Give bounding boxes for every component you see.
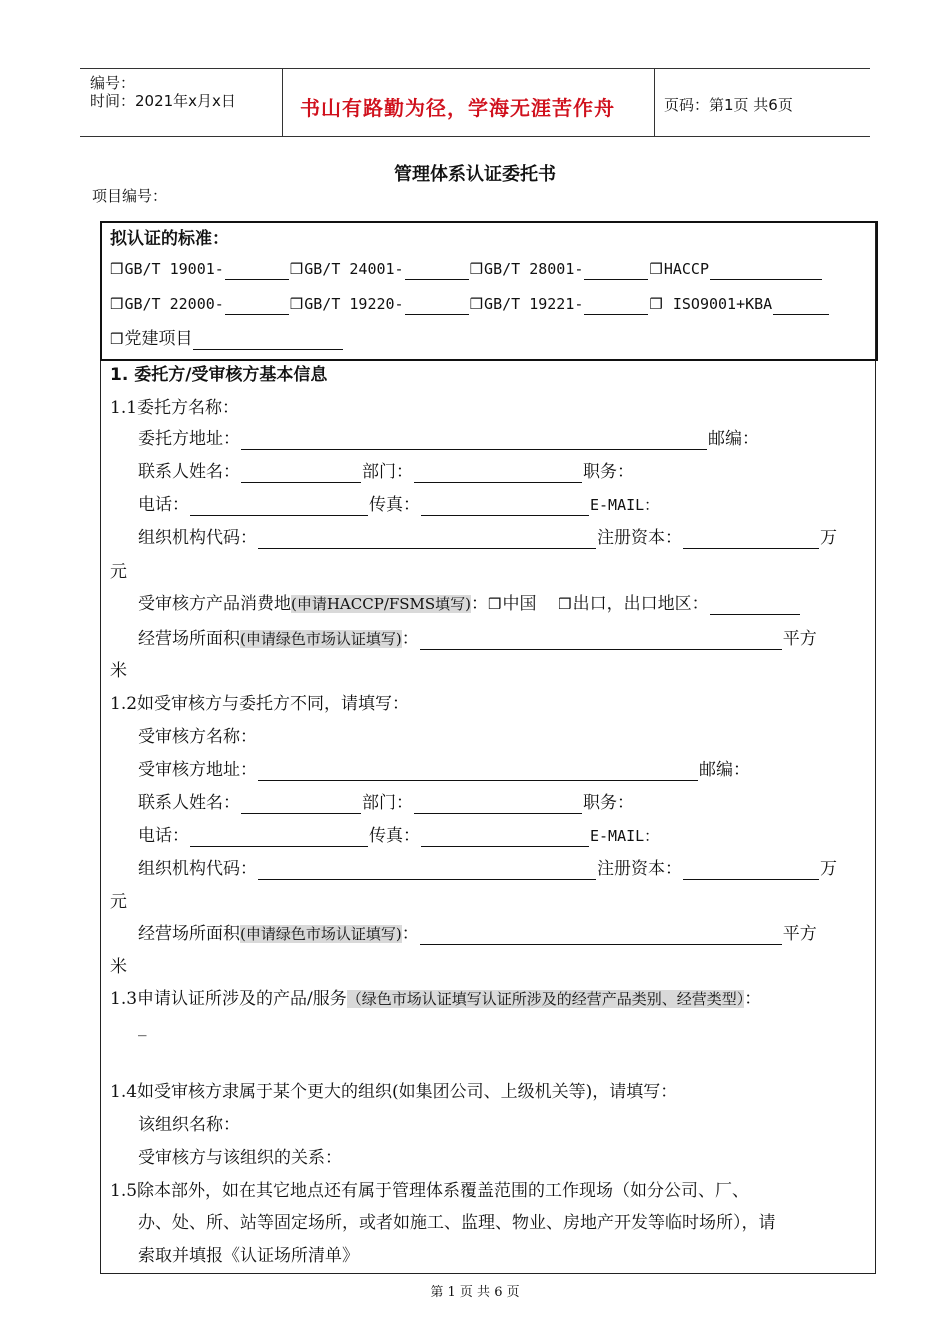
client-address-field[interactable] — [241, 431, 707, 450]
header-divider-left — [282, 68, 283, 136]
client-fax-field[interactable] — [421, 497, 589, 516]
checkbox-gbt19220[interactable] — [290, 294, 470, 314]
standard-haccp-blank[interactable] — [710, 261, 822, 280]
parent-org-name-label: 该组织名称： — [138, 1115, 240, 1135]
project-no-label: 项目编号： — [92, 187, 168, 205]
auditee-phone-field[interactable] — [190, 828, 368, 847]
auditee-name-label: 受审核方名称： — [138, 727, 257, 747]
standard-gbt28001-label: GB/T 28001- — [484, 260, 584, 278]
checkbox-icon: ❒ — [289, 295, 304, 313]
standards-row-1 — [110, 258, 823, 280]
client-phone-row — [138, 494, 659, 516]
export-region-field[interactable] — [710, 596, 800, 615]
standard-party-building-blank[interactable] — [193, 331, 343, 350]
section1-5-line3: 索取并填报《认证场所清单》 — [138, 1246, 359, 1266]
standard-party-building-label: 党建项目 — [124, 329, 193, 349]
checkbox-party-building[interactable] — [110, 329, 344, 349]
checkbox-icon: ❒ — [289, 260, 304, 278]
standards-row-2 — [110, 293, 830, 315]
checkbox-gbt19221[interactable] — [470, 294, 650, 314]
client-dept-label: 部门： — [362, 462, 413, 482]
checkbox-icon: ❒ — [649, 295, 663, 313]
standards-row-3 — [110, 328, 344, 350]
checkbox-icon: ❒ — [110, 295, 124, 313]
standard-gbt19221-label: GB/T 19221- — [484, 295, 584, 313]
checkbox-export[interactable] — [558, 594, 708, 614]
auditee-fax-field[interactable] — [421, 828, 589, 847]
auditee-area-unit-mi: 米 — [110, 957, 127, 977]
auditee-area-note: (申请绿色市场认证填写) — [240, 925, 402, 943]
auditee-contact-field[interactable] — [241, 795, 361, 814]
standards-heading: 拟认证的标准： — [110, 229, 229, 249]
standard-gbt19001-label: GB/T 19001- — [124, 260, 224, 278]
auditee-dept-label: 部门： — [362, 793, 413, 813]
section1-3-heading: 1.3申请认证所涉及的产品/服务 — [110, 989, 347, 1009]
checkbox-gbt22000[interactable] — [110, 294, 290, 314]
consume-place-row — [138, 593, 801, 615]
client-area-unit-mi: 米 — [110, 661, 127, 681]
header-page-info: 页码：第1页 共6页 — [664, 96, 793, 114]
client-phone-field[interactable] — [190, 497, 368, 516]
auditee-capital-unit-wan: 万 — [820, 859, 837, 879]
checkbox-gbt28001[interactable] — [470, 259, 650, 279]
standard-gbt19220-blank[interactable] — [405, 296, 469, 315]
client-postcode-label: 邮编： — [708, 429, 759, 449]
client-area-field[interactable] — [420, 631, 782, 650]
client-fax-label: 传真： — [369, 495, 420, 515]
section1-4-heading: 1.4如受审核方隶属于某个更大的组织(如集团公司、上级机关等)，请填写： — [110, 1082, 678, 1102]
checkbox-icon: ❒ — [558, 595, 572, 613]
header-divider-right — [654, 68, 655, 136]
auditee-address-field[interactable] — [258, 762, 698, 781]
auditee-postcode-label: 邮编： — [699, 760, 750, 780]
auditee-orgcode-label: 组织机构代码： — [138, 859, 257, 879]
client-email-label: E-MAIL： — [590, 496, 660, 514]
section1-3-colon: ： — [744, 989, 762, 1009]
client-area-label: 经营场所面积 — [138, 629, 240, 649]
client-capital-unit-yuan: 元 — [110, 562, 127, 582]
section1-5-line1: 1.5除本部外，如在其它地点还有属于管理体系覆盖范围的工作现场（如分公司、厂、 — [110, 1181, 750, 1201]
auditee-area-field[interactable] — [420, 926, 782, 945]
section1-3-value[interactable]: _ — [138, 1017, 147, 1037]
checkbox-icon: ❒ — [110, 330, 124, 348]
auditee-email-label: E-MAIL： — [590, 827, 660, 845]
checkbox-gbt19001[interactable] — [110, 259, 290, 279]
client-contact-label: 联系人姓名： — [138, 462, 240, 482]
auditee-phone-label: 电话： — [138, 826, 189, 846]
parent-org-relation-label: 受审核方与该组织的关系： — [138, 1148, 342, 1168]
header-top-rule — [80, 68, 870, 69]
consume-place-note: (申请HACCP/FSMS填写) — [291, 595, 472, 613]
checkbox-icon: ❒ — [110, 260, 124, 278]
auditee-address-row — [138, 759, 750, 781]
auditee-address-label: 受审核方地址： — [138, 760, 257, 780]
client-orgcode-label: 组织机构代码： — [138, 528, 257, 548]
client-contact-field[interactable] — [241, 464, 361, 483]
auditee-orgcode-row — [138, 858, 837, 880]
header-date: 时间：2021年x月x日 — [90, 92, 236, 110]
standard-gbt19221-blank[interactable] — [584, 296, 648, 315]
header-bottom-rule — [80, 136, 870, 137]
client-phone-label: 电话： — [138, 495, 189, 515]
auditee-contact-label: 联系人姓名： — [138, 793, 240, 813]
standard-haccp-label: HACCP — [663, 260, 709, 278]
client-dept-field[interactable] — [414, 464, 582, 483]
auditee-dept-field[interactable] — [414, 795, 582, 814]
consume-place-label: 受审核方产品消费地 — [138, 594, 291, 614]
client-orgcode-field[interactable] — [258, 530, 596, 549]
section1-3-row — [110, 988, 761, 1010]
checkbox-haccp[interactable] — [649, 259, 823, 279]
auditee-fax-label: 传真： — [369, 826, 420, 846]
auditee-area-label: 经营场所面积 — [138, 924, 240, 944]
client-area-unit: 平方 — [782, 629, 817, 649]
client-area-row — [138, 628, 817, 650]
checkbox-gbt24001[interactable] — [290, 259, 470, 279]
auditee-contact-row — [138, 792, 634, 814]
standard-iso9001-kba-label: ISO9001+KBA — [663, 295, 773, 313]
checkbox-icon: ❒ — [469, 260, 484, 278]
client-capital-unit-wan: 万 — [820, 528, 837, 548]
client-name-label: 1.1委托方名称： — [110, 398, 240, 418]
standard-gbt28001-blank[interactable] — [584, 261, 648, 280]
auditee-phone-row — [138, 825, 659, 847]
standard-gbt24001-blank[interactable] — [405, 261, 469, 280]
client-area-colon: ： — [401, 629, 419, 649]
auditee-area-row — [138, 923, 817, 945]
checkbox-icon: ❒ — [469, 295, 484, 313]
checkbox-icon: ❒ — [649, 260, 663, 278]
standard-gbt24001-label: GB/T 24001- — [304, 260, 404, 278]
section1-3-note: （绿色市场认证填写认证所涉及的经营产品类别、经营类型） — [346, 990, 745, 1008]
page-title: 管理体系认证委托书 — [394, 164, 556, 185]
header-motto: 书山有路勤为径，学海无涯苦作舟 — [300, 96, 615, 120]
auditee-capital-label: 注册资本： — [597, 859, 682, 879]
auditee-capital-unit-yuan: 元 — [110, 892, 127, 912]
auditee-orgcode-field[interactable] — [258, 861, 596, 880]
section1-heading: 1. 委托方/受审核方基本信息 — [110, 365, 328, 385]
client-capital-field[interactable] — [683, 530, 819, 549]
page-footer: 第 1 页 共 6 页 — [430, 1285, 520, 1300]
client-address-row — [138, 428, 759, 450]
header-number-label: 编号： — [90, 74, 136, 92]
auditee-area-colon: ： — [401, 924, 419, 944]
standard-gbt19220-label: GB/T 19220- — [304, 295, 404, 313]
auditee-capital-field[interactable] — [683, 861, 819, 880]
client-area-note: (申请绿色市场认证填写) — [240, 630, 402, 648]
client-orgcode-row — [138, 527, 837, 549]
client-position-label: 职务： — [583, 462, 634, 482]
consume-place-colon: ： — [471, 594, 489, 614]
client-capital-label: 注册资本： — [597, 528, 682, 548]
auditee-position-label: 职务： — [583, 793, 634, 813]
standard-iso9001-kba-blank[interactable] — [773, 296, 829, 315]
checkbox-icon: ❒ — [488, 595, 502, 613]
checkbox-export-label: 出口，出口地区： — [572, 594, 709, 614]
client-address-label: 委托方地址： — [138, 429, 240, 449]
checkbox-china-label: 中国 — [502, 594, 537, 614]
auditee-area-unit: 平方 — [782, 924, 817, 944]
standard-gbt22000-label: GB/T 22000- — [124, 295, 224, 313]
standard-gbt19001-blank[interactable] — [225, 261, 289, 280]
standard-gbt22000-blank[interactable] — [225, 296, 289, 315]
section1-2-heading: 1.2如受审核方与委托方不同，请填写： — [110, 694, 410, 714]
checkbox-china[interactable] — [488, 594, 536, 614]
checkbox-iso9001-kba[interactable] — [649, 294, 830, 314]
section1-5-line2: 办、处、所、站等固定场所，或者如施工、监理、物业、房地产开发等临时场所），请 — [138, 1213, 776, 1233]
client-contact-row — [138, 461, 634, 483]
